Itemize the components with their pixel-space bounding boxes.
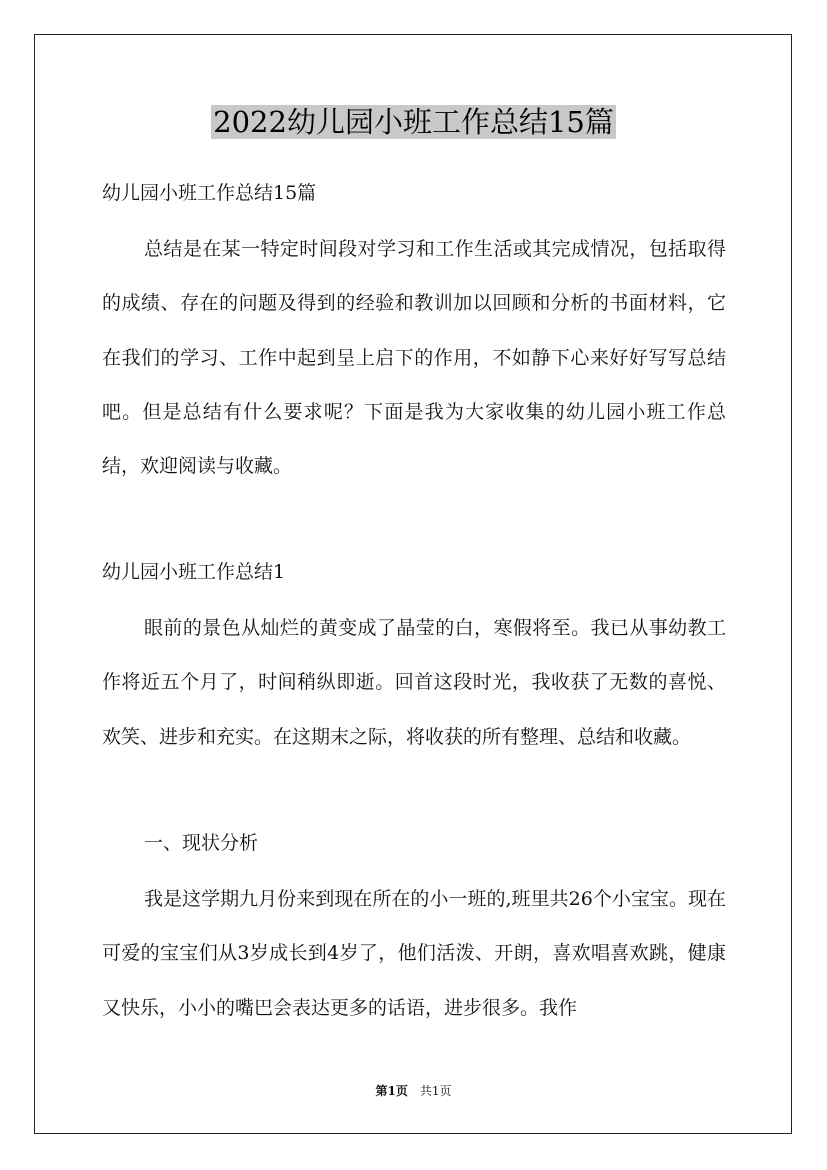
body-paragraph: 我是这学期九月份来到现在所在的小一班的,班里共26个小宝宝。现在可爱的宝宝们从3岁成长到4岁了，他们活泼、开朗，喜欢唱喜欢跳，健康又快乐，小小的嘴巴会表达更多的话语，进步很多。我作 xyxy=(102,888,726,1019)
section-heading: 幼儿园小班工作总结1 xyxy=(102,561,286,583)
document-subtitle: 幼儿园小班工作总结15篇 xyxy=(102,182,317,204)
subsection-heading: 一、现状分析 xyxy=(144,832,259,854)
page-footer xyxy=(0,1082,827,1099)
body-paragraph: 眼前的景色从灿烂的黄变成了晶莹的白，寒假将至。我已从事幼教工作将近五个月了，时间稍纵即逝。回首这段时光，我收获了无数的喜悦、欢笑、进步和充实。在这期末之际，将收获的所有整理、总结和收藏。 xyxy=(102,617,726,748)
page-total: 共1页 xyxy=(419,1084,452,1098)
page-number: 第1页 xyxy=(375,1084,408,1098)
intro-paragraph: 总结是在某一特定时间段对学习和工作生活或其完成情况，包括取得的成绩、存在的问题及得到的经验和教训加以回顾和分析的书面材料，它在我们的学习、工作中起到呈上启下的作用，不如静下心来好好写写总结吧。但是总结有什么要求呢？下面是我为大家收集的幼儿园小班工作总结，欢迎阅读与收藏。 xyxy=(102,238,726,478)
document-title-text: 2022幼儿园小班工作总结15篇 xyxy=(213,105,614,139)
document-title xyxy=(0,100,827,144)
